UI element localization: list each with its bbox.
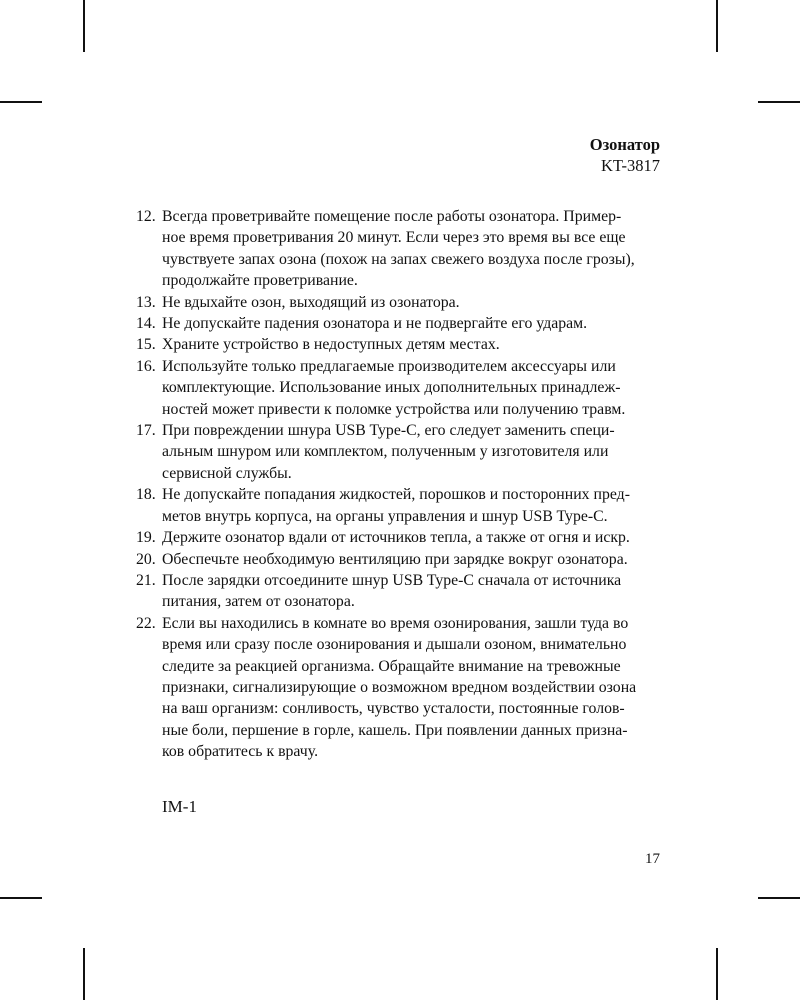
item-number: 18. bbox=[136, 486, 156, 504]
crop-mark-bottom-right-vertical bbox=[716, 948, 718, 1000]
crop-mark-bottom-left-horizontal bbox=[0, 897, 42, 899]
item-text: Не допускайте падения озонатора и не подвергайте его ударам. bbox=[162, 315, 588, 333]
list-item bbox=[136, 484, 662, 527]
item-text: Если вы находились в комнате во время озонирования, зашли туда во время или сразу после озонирования и дышали озоном, внимательно следите за реакцией организма. Обращайте внимание на тревожные признаки, сигнализирующие о возможном вредном воздействии озона на ваш организм: сонливость, чувство усталости, постоянные голов- ные боли, першение в горле, кашель. При появлении данных призна- ков обратитесь к врачу. bbox=[162, 614, 637, 761]
item-number: 15. bbox=[136, 336, 156, 354]
item-text: При повреждении шнура USB Type-C, его следует заменить специ- альным шнуром или комплектом, полученным у изготовителя или сервисной службы. bbox=[162, 422, 615, 482]
item-text: Используйте только предлагаемые производителем аксессуары или комплектующие. Использование иных дополнительных принадлеж- ностей может привести к поломке устройства или получению травм. bbox=[162, 357, 626, 418]
safety-instructions-list bbox=[136, 206, 662, 763]
list-item bbox=[136, 613, 662, 763]
crop-mark-top-right-horizontal bbox=[758, 101, 800, 103]
model-code: IM-1 bbox=[162, 797, 197, 816]
list-item bbox=[136, 527, 662, 548]
list-item bbox=[136, 356, 662, 420]
list-item bbox=[136, 292, 662, 313]
item-number: 17. bbox=[136, 422, 156, 440]
item-number: 22. bbox=[136, 614, 156, 632]
item-text: Не допускайте попадания жидкостей, порошков и посторонних пред- метов внутрь корпуса, на органы управления и шнур USB Type-C. bbox=[162, 486, 630, 525]
product-title: Озонатор bbox=[589, 135, 660, 154]
item-number: 14. bbox=[136, 315, 156, 333]
item-number: 13. bbox=[136, 293, 156, 311]
crop-mark-top-left-vertical bbox=[83, 0, 85, 52]
item-number: 20. bbox=[136, 550, 156, 568]
list-item bbox=[136, 420, 662, 484]
item-text: Не вдыхайте озон, выходящий из озонатора. bbox=[162, 293, 460, 311]
crop-mark-bottom-right-horizontal bbox=[758, 897, 800, 899]
item-text: Держите озонатор вдали от источников тепла, а также от огня и искр. bbox=[162, 529, 630, 547]
document-header bbox=[590, 134, 660, 176]
list-item bbox=[136, 206, 662, 292]
item-number: 21. bbox=[136, 571, 156, 589]
page-number: 17 bbox=[645, 851, 660, 867]
item-text: Храните устройство в недоступных детям местах. bbox=[162, 336, 500, 354]
crop-mark-top-right-vertical bbox=[716, 0, 718, 52]
list-item bbox=[136, 334, 662, 355]
list-item bbox=[136, 313, 662, 334]
item-number: 12. bbox=[136, 208, 156, 225]
crop-mark-bottom-left-vertical bbox=[83, 948, 85, 1000]
item-number: 19. bbox=[136, 529, 156, 547]
item-text: Всегда проветривайте помещение после работы озонатора. Пример- ное время проветривания 20 минут. Если через это время вы все еще чувствуете запах озона (похож на запах свежего воздуха после грозы), продолжайте проветривание. bbox=[162, 208, 635, 290]
item-text: Обеспечьте необходимую вентиляцию при зарядке вокруг озонатора. bbox=[162, 550, 628, 568]
list-item bbox=[136, 570, 662, 613]
product-model: KT-3817 bbox=[601, 156, 660, 175]
item-text: После зарядки отсоедините шнур USB Type-C сначала от источника питания, затем от озонатора. bbox=[162, 571, 622, 611]
crop-mark-top-left-horizontal bbox=[0, 101, 42, 103]
list-item bbox=[136, 549, 662, 570]
item-number: 16. bbox=[136, 357, 156, 375]
